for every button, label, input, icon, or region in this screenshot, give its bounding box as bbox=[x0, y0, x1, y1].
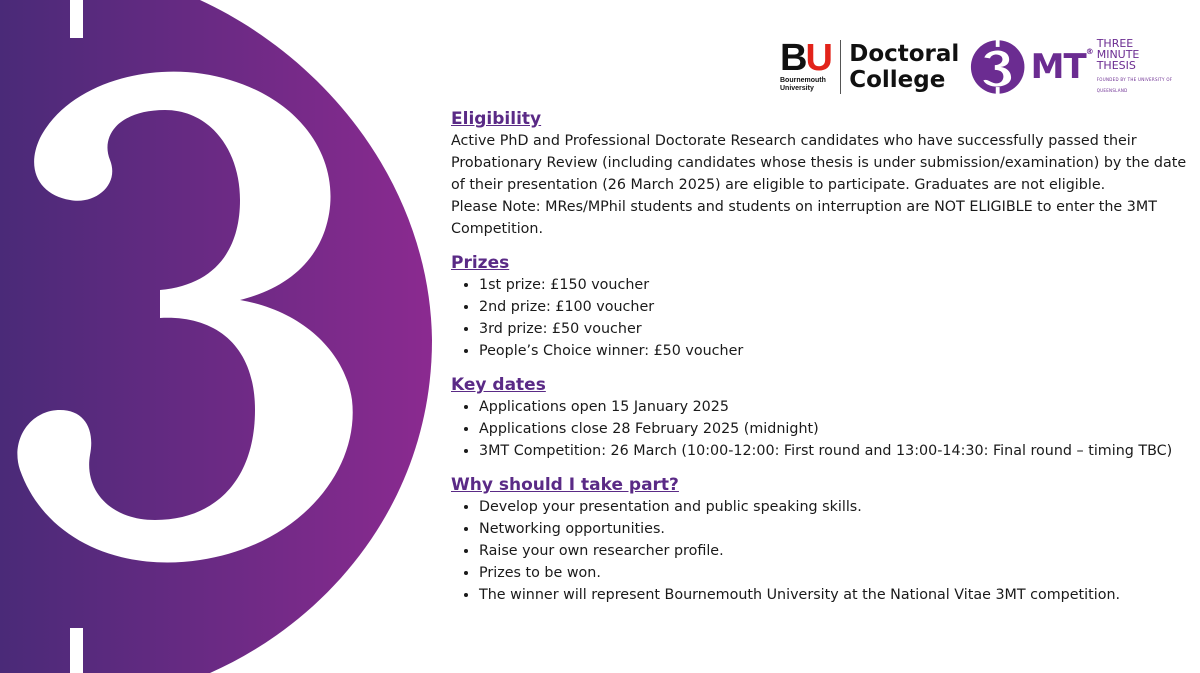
list-item: • 2nd prize: £100 voucher bbox=[479, 296, 1191, 318]
main-content bbox=[451, 108, 1191, 618]
list-item: • 3rd prize: £50 voucher bbox=[479, 318, 1191, 340]
logo-divider bbox=[840, 40, 841, 94]
tick-bottom bbox=[70, 628, 83, 673]
tmt-word1: THREE bbox=[1096, 37, 1134, 50]
tmt-mark-text: MT bbox=[1030, 47, 1086, 87]
tmt-words bbox=[1097, 38, 1200, 96]
tmt-founded-text: FOUNDED BY THE UNIVERSITY OF QUEENSLAND bbox=[1096, 77, 1173, 93]
bu-logo-mark bbox=[780, 37, 831, 79]
doctoral-college-logo bbox=[849, 41, 959, 93]
list-item: • People’s Choice winner: £50 voucher bbox=[479, 340, 1191, 362]
eligibility-paragraph-1: Active PhD and Professional Doctorate Research candidates who have successfully passed their Probationary Review (including candidates whose thesis is under submission/examination) by the date of their presentation (26 March 2025) are eligible to participate. Graduates are not eligible. bbox=[451, 133, 1187, 193]
key-dates-list bbox=[451, 396, 1191, 462]
three-minute-thesis-logo bbox=[969, 37, 1200, 97]
why-section bbox=[451, 474, 1191, 606]
key-dates-title: Key dates bbox=[451, 375, 546, 395]
list-item: • 3MT Competition: 26 March (10:00-12:00: First round and 13:00-14:30: Final round – timing TBC) bbox=[479, 440, 1191, 462]
tmt-mark bbox=[1031, 47, 1093, 87]
tick-top bbox=[70, 0, 83, 38]
list-item: • Applications open 15 January 2025 bbox=[479, 396, 1191, 418]
list-item: • Develop your presentation and public speaking skills. bbox=[479, 496, 1191, 518]
tmt-word2: MINUTE bbox=[1096, 48, 1140, 61]
prizes-section bbox=[451, 252, 1191, 362]
list-item: • Applications close 28 February 2025 (midnight) bbox=[479, 418, 1191, 440]
bu-name-line2: University bbox=[780, 85, 814, 92]
prizes-list bbox=[451, 274, 1191, 362]
list-item: • The winner will represent Bournemouth University at the National Vitae 3MT competition. bbox=[479, 584, 1191, 606]
prizes-title: Prizes bbox=[451, 253, 510, 273]
tmt-word3: THESIS bbox=[1096, 59, 1136, 72]
bu-logo-u: U bbox=[805, 37, 831, 79]
bu-logo-b: B bbox=[780, 37, 806, 79]
list-item: • 1st prize: £150 voucher bbox=[479, 274, 1191, 296]
key-dates-section bbox=[451, 374, 1191, 462]
doctoral-line1: Doctoral bbox=[849, 41, 960, 67]
doctoral-line2: College bbox=[849, 67, 946, 93]
header-logos bbox=[780, 36, 1200, 98]
tmt-3-badge-icon bbox=[969, 37, 1026, 97]
list-item: • Networking opportunities. bbox=[479, 518, 1191, 540]
bu-name-line1: Bournemouth bbox=[780, 77, 826, 84]
bu-logo bbox=[780, 37, 834, 93]
eligibility-title: Eligibility bbox=[451, 109, 542, 129]
tmt-reg-mark: ® bbox=[1085, 47, 1093, 56]
eligibility-section bbox=[451, 108, 1191, 240]
bu-logo-name bbox=[780, 77, 826, 93]
list-item: • Prizes to be won. bbox=[479, 562, 1191, 584]
why-title: Why should I take part? bbox=[451, 475, 679, 495]
why-list bbox=[451, 496, 1191, 606]
list-item: • Raise your own researcher profile. bbox=[479, 540, 1191, 562]
background-3-art bbox=[0, 0, 440, 673]
eligibility-paragraph-2: Please Note: MRes/MPhil students and students on interruption are NOT ELIGIBLE to enter the 3MT Competition. bbox=[451, 199, 1157, 237]
